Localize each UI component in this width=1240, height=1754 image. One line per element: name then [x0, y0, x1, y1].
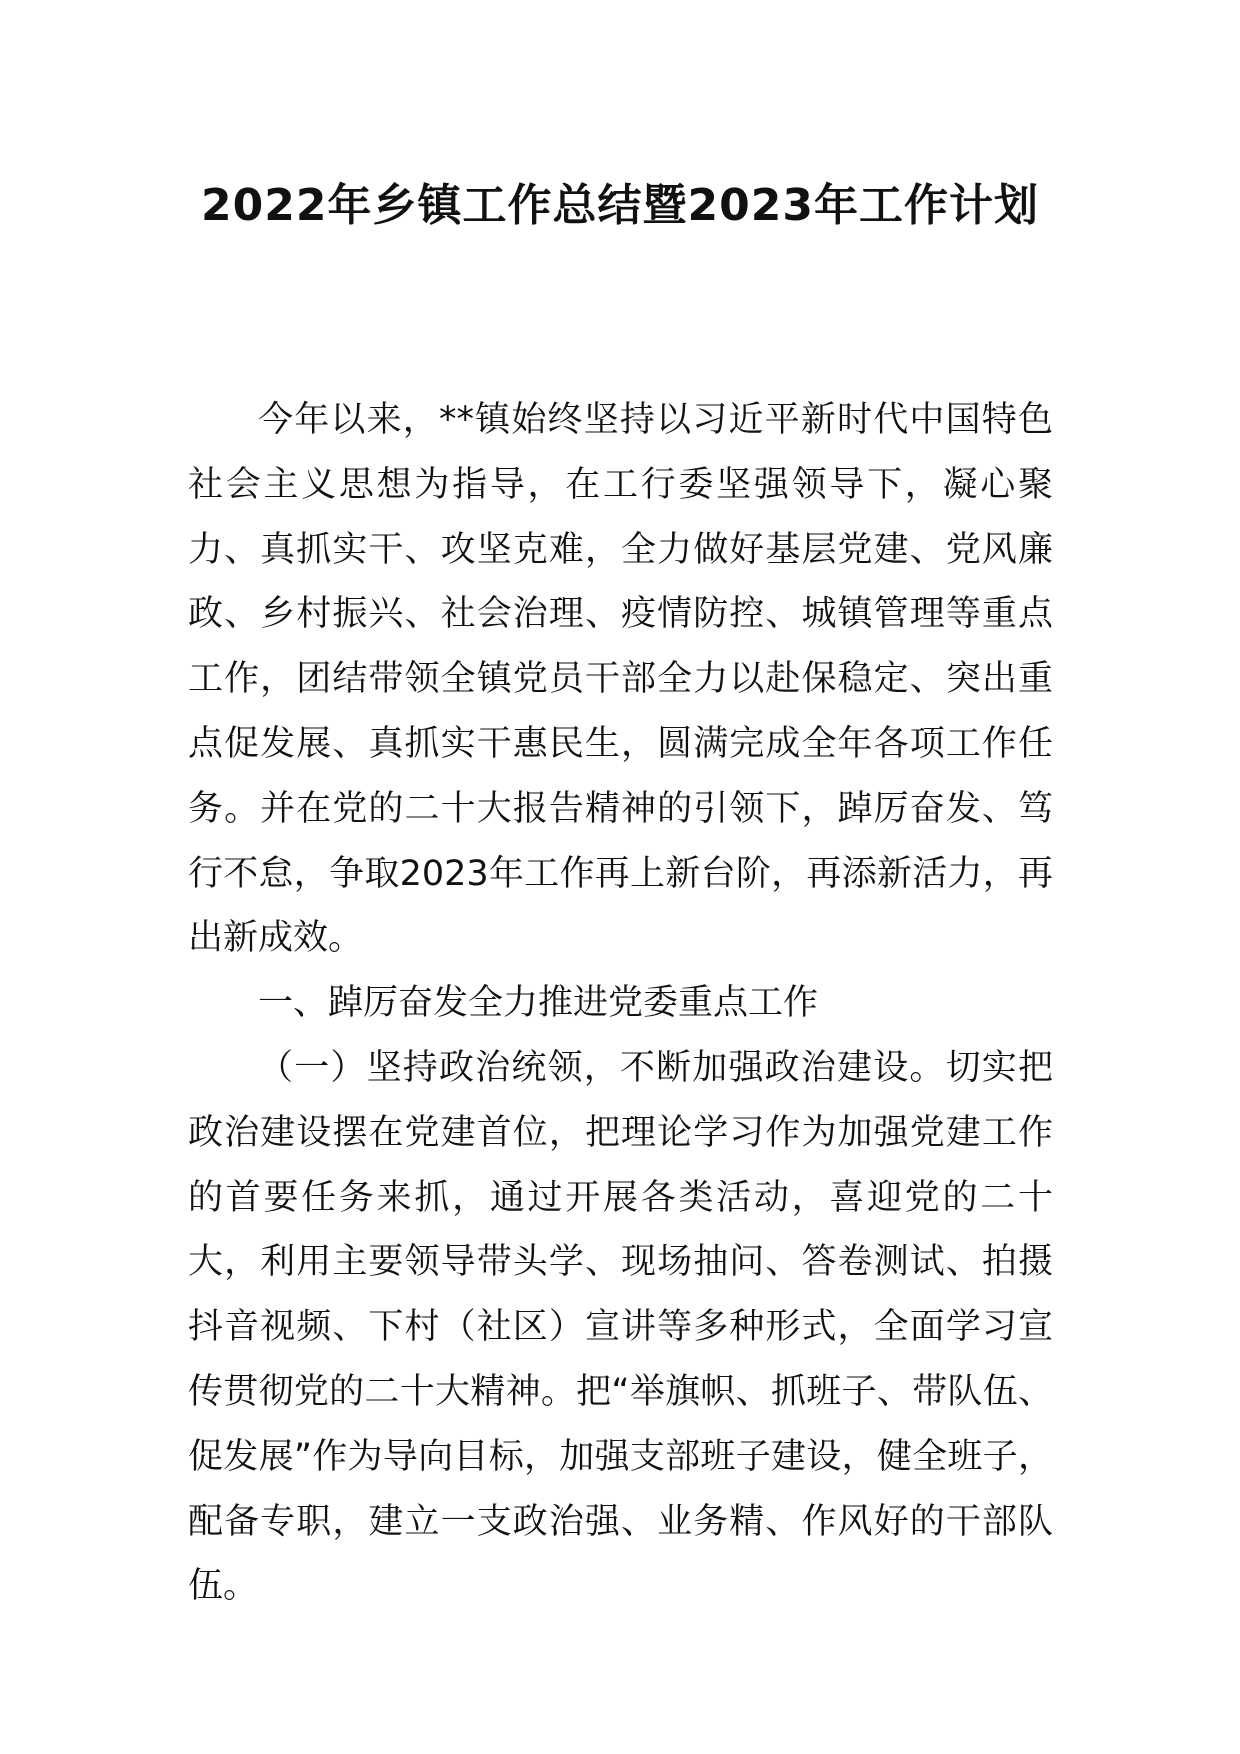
- subsection-paragraph: （一）坚持政治统领，不断加强政治建设。切实把政治建设摆在党建首位，把理论学习作为加强党建工作的首要任务来抓，通过开展各类活动，喜迎党的二十大，利用主要领导带头学、现场抽问、答卷测试、拍摄抖音视频、下村（社区）宣讲等多种形式，全面学习宣传贯彻党的二十大精神。把“举旗帜、抓班子、带队伍、促发展”作为导向目标，加强支部班子建设，健全班子，配备专职，建立一支政治强、业务精、作风好的干部队伍。: [188, 1047, 1053, 1607]
- section-heading: 一、踔厉奋发全力推进党委重点工作: [258, 983, 819, 1024]
- document-body: [188, 388, 1053, 1619]
- intro-paragraph: 今年以来，**镇始终坚持以习近平新时代中国特色社会主义思想为指导，在工行委坚强领导下，凝心聚力、真抓实干、攻坚克难，全力做好基层党建、党风廉政、乡村振兴、社会治理、疫情防控、城镇管理等重点工作，团结带领全镇党员干部全力以赴保稳定、突出重点促发展、真抓实干惠民生，圆满完成全年各项工作任务。并在党的二十大报告精神的引领下，踔厉奋发、笃行不怠，争取2023年工作再上新台阶，再添新活力，再出新成效。: [188, 400, 1053, 959]
- document-title: 2022年乡镇工作总结暨2023年工作计划: [201, 180, 1039, 231]
